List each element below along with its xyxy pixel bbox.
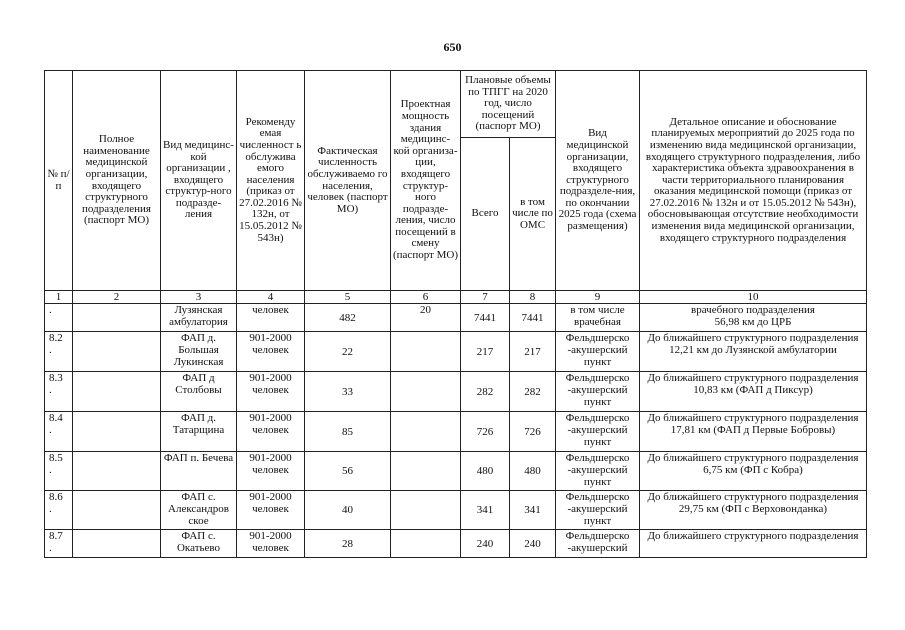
row-oms-visits: 7441: [510, 304, 556, 332]
row-recommended-population: 901-2000 человек: [237, 491, 305, 530]
header-description: Детальное описание и обоснование планируемых мероприятий до 2025 года по изменению вида медицинской организации, входящего структурного подразделения, либо характеристика объекта здравоохранения в части территориального планирования оказания медицинской помощи (приказ от 27.02.2016 № 132н и от 15.05.2012 № 543н), обосновывающая отсутствие необходимости изменения вида медицинской организации, входящего структурного подразделения: [640, 71, 867, 291]
row-description: врачебного подразделения 56,98 км до ЦРБ: [640, 304, 867, 332]
row-org-type: ФАП д Столбовы: [161, 372, 237, 412]
row-full-name: [73, 491, 161, 530]
row-actual-population: 56: [305, 452, 391, 491]
row-total-visits: 480: [461, 452, 510, 491]
row-recommended-population: 901-2000 человек: [237, 412, 305, 452]
row-design-capacity: [391, 530, 461, 558]
row-org-type-2025: Фельдшерско -акушерский пункт: [556, 332, 640, 372]
row-org-type-2025: Фельдшерско -акушерский: [556, 530, 640, 558]
row-oms-visits: 282: [510, 372, 556, 412]
column-number: 1: [45, 291, 73, 304]
row-org-type-2025: Фельдшерско -акушерский пункт: [556, 372, 640, 412]
row-description: До ближайшего структурного подразделения 10,83 км (ФАП д Пиксур): [640, 372, 867, 412]
row-full-name: [73, 304, 161, 332]
row-org-type: ФАП п. Бечева: [161, 452, 237, 491]
row-number: 8.7 .: [45, 530, 73, 558]
table-row: [45, 452, 867, 491]
row-total-visits: 341: [461, 491, 510, 530]
row-org-type: ФАП с. Окатьево: [161, 530, 237, 558]
row-total-visits: 240: [461, 530, 510, 558]
row-description: До ближайшего структурного подразделения 17,81 км (ФАП д Первые Бобровы): [640, 412, 867, 452]
row-org-type: ФАП с. Александров ское: [161, 491, 237, 530]
row-actual-population: 33: [305, 372, 391, 412]
row-description: До ближайшего структурного подразделения 29,75 км (ФП с Верховонданка): [640, 491, 867, 530]
row-recommended-population: человек: [237, 304, 305, 332]
row-total-visits: 217: [461, 332, 510, 372]
row-full-name: [73, 530, 161, 558]
row-org-type-2025: Фельдшерско -акушерский пункт: [556, 412, 640, 452]
row-number: 8.4 .: [45, 412, 73, 452]
column-number: 8: [510, 291, 556, 304]
row-recommended-population: 901-2000 человек: [237, 530, 305, 558]
row-oms-visits: 217: [510, 332, 556, 372]
row-number: .: [45, 304, 73, 332]
row-number: 8.5 .: [45, 452, 73, 491]
row-org-type: Лузянская амбулатория: [161, 304, 237, 332]
row-design-capacity: 20: [391, 304, 461, 332]
row-oms-visits: 480: [510, 452, 556, 491]
row-design-capacity: [391, 372, 461, 412]
column-number: 9: [556, 291, 640, 304]
row-number: 8.6 .: [45, 491, 73, 530]
row-org-type-2025: Фельдшерско -акушерский пункт: [556, 491, 640, 530]
row-description: До ближайшего структурного подразделения 6,75 км (ФП с Кобра): [640, 452, 867, 491]
column-number: 2: [73, 291, 161, 304]
row-design-capacity: [391, 452, 461, 491]
table-row: [45, 304, 867, 332]
row-total-visits: 726: [461, 412, 510, 452]
row-full-name: [73, 332, 161, 372]
header-planned-volumes: Плановые объемы по ТПГГ на 2020 год, число посещений (паспорт МО): [461, 71, 556, 138]
row-oms-visits: 341: [510, 491, 556, 530]
row-full-name: [73, 412, 161, 452]
row-description: До ближайшего структурного подразделения: [640, 530, 867, 558]
row-recommended-population: 901-2000 человек: [237, 372, 305, 412]
row-number: 8.3 .: [45, 372, 73, 412]
row-design-capacity: [391, 412, 461, 452]
header-number: № п/п: [45, 71, 73, 291]
row-design-capacity: [391, 332, 461, 372]
column-number: 3: [161, 291, 237, 304]
column-number: 4: [237, 291, 305, 304]
row-full-name: [73, 372, 161, 412]
header-actual-population: Фактическая численность обслуживаемо го населения, человек (паспорт МО): [305, 71, 391, 291]
table-row: [45, 491, 867, 530]
header-recommended-population: Рекоменду емая численност ь обслужива емого населения (приказ от 27.02.2016 № 132н, от 15.05.2012 № 543н): [237, 71, 305, 291]
header-design-capacity: Проектная мощность здания медицинс-кой организа-ции, входящего структур-ного подразде-ления, число посещений в смену (паспорт МО): [391, 71, 461, 291]
header-org-type: Вид медицинс-кой организации , входящего структур-ного подразде-ления: [161, 71, 237, 291]
header-full-name: Полное наименование медицинской организации, входящего структурного подразделения (паспорт МО): [73, 71, 161, 291]
column-number: 5: [305, 291, 391, 304]
row-oms-visits: 726: [510, 412, 556, 452]
row-oms-visits: 240: [510, 530, 556, 558]
row-actual-population: 22: [305, 332, 391, 372]
row-org-type: ФАП д. Большая Лукинская: [161, 332, 237, 372]
table-row: [45, 530, 867, 558]
table-row: [45, 412, 867, 452]
row-description: До ближайшего структурного подразделения 12,21 км до Лузянской амбулатории: [640, 332, 867, 372]
facilities-table: [44, 70, 867, 558]
header-oms: в том числе по ОМС: [510, 138, 556, 291]
table-row: [45, 372, 867, 412]
row-actual-population: 482: [305, 304, 391, 332]
row-total-visits: 7441: [461, 304, 510, 332]
row-org-type: ФАП д. Татарщина: [161, 412, 237, 452]
row-full-name: [73, 452, 161, 491]
row-design-capacity: [391, 491, 461, 530]
row-recommended-population: 901-2000 человек: [237, 332, 305, 372]
row-actual-population: 28: [305, 530, 391, 558]
row-org-type-2025: в том числе врачебная: [556, 304, 640, 332]
row-number: 8.2 .: [45, 332, 73, 372]
header-total: Всего: [461, 138, 510, 291]
table-row: [45, 332, 867, 372]
row-actual-population: 40: [305, 491, 391, 530]
header-org-type-2025: Вид медицинской организации, входящего структурного подразделе-ния, по окончании 2025 года (схема размещения): [556, 71, 640, 291]
column-number: 10: [640, 291, 867, 304]
column-number: 7: [461, 291, 510, 304]
row-total-visits: 282: [461, 372, 510, 412]
page-number: 650: [443, 40, 462, 54]
row-org-type-2025: Фельдшерско -акушерский пункт: [556, 452, 640, 491]
row-actual-population: 85: [305, 412, 391, 452]
row-recommended-population: 901-2000 человек: [237, 452, 305, 491]
column-number: 6: [391, 291, 461, 304]
